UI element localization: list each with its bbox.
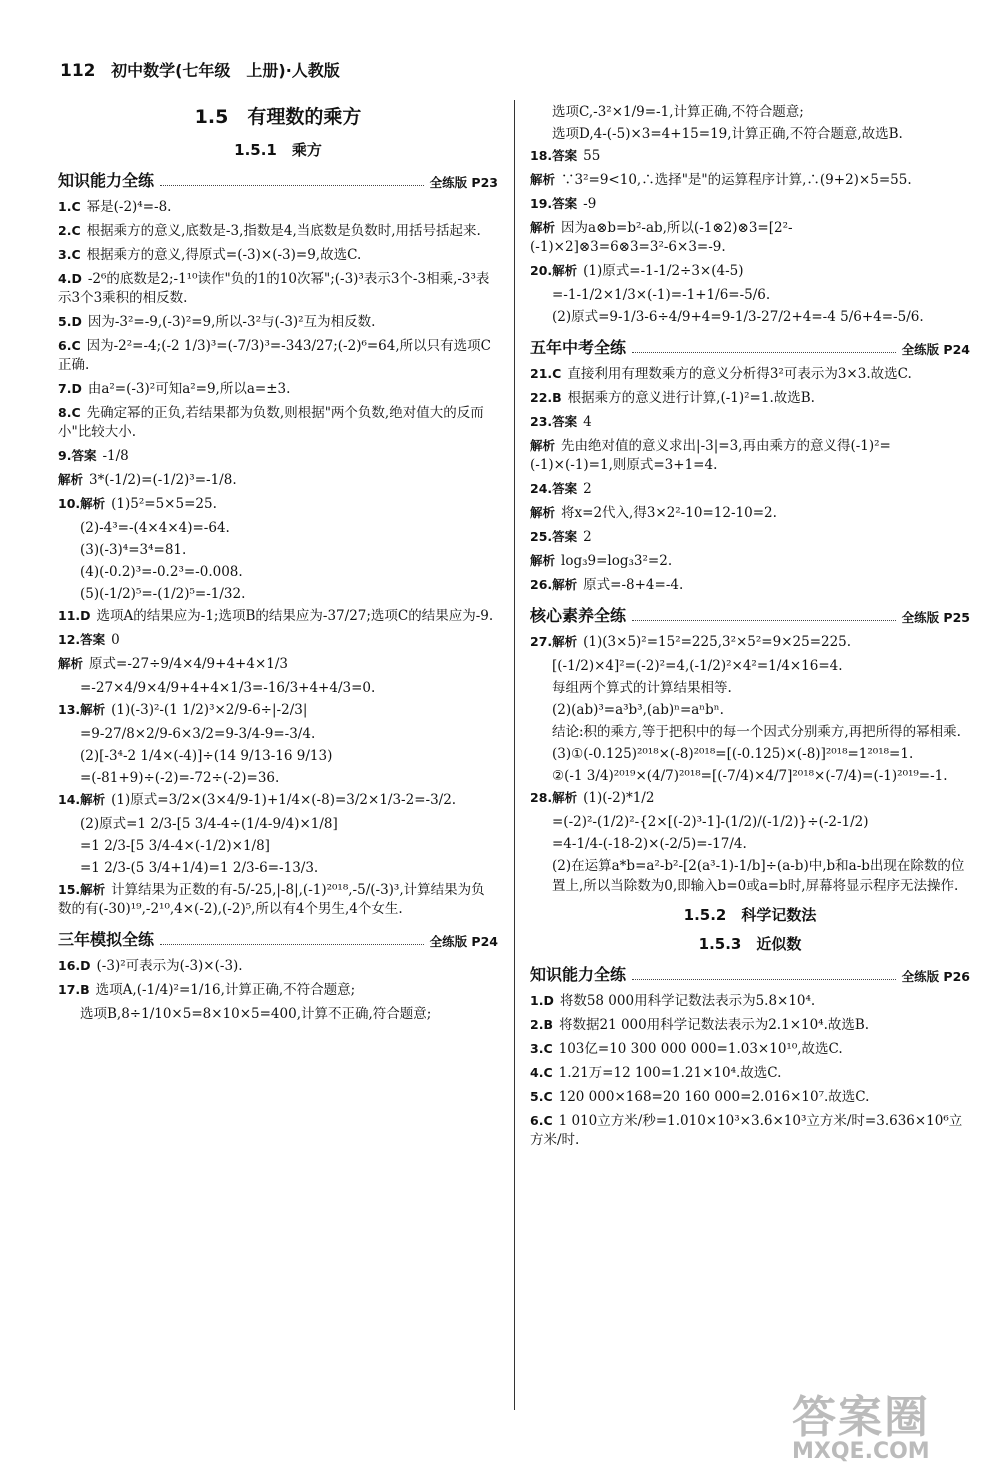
answer-list (530, 102, 970, 327)
bar-ref: 全练版 P23 (429, 175, 498, 190)
page-number: 112 (60, 61, 96, 81)
answer-item (80, 562, 498, 582)
exercise-bar (530, 603, 970, 626)
answer-item (530, 170, 970, 190)
left-column (58, 100, 498, 1026)
answer-item (530, 788, 970, 808)
answer-text: 120 000×168=20 160 000=2.016×10⁷.故选C. (558, 1089, 870, 1105)
answer-text: 选项A,(-1/4)²=1/16,计算正确,不符合题意; (95, 982, 356, 998)
answer-item (58, 654, 498, 674)
answer-item (530, 575, 970, 595)
answer-key: 20.解析 (530, 263, 578, 278)
answer-key: 17.B (58, 982, 90, 997)
exercise-bar (58, 927, 498, 950)
answer-key: 26.解析 (530, 577, 578, 592)
answer-key: 21.C (530, 366, 562, 381)
answer-item (530, 527, 970, 547)
answer-item (552, 678, 970, 698)
answer-item (80, 678, 498, 698)
answer-text: =4-1/4-(-18-2)×(-2/5)=-17/4. (552, 836, 747, 852)
answer-list (530, 364, 970, 595)
answer-item (552, 124, 970, 144)
answer-text: (2)原式=1 2/3-[5 3/4-4÷(1/4-9/4)×1/8] (80, 816, 338, 832)
answer-key: 5.C (530, 1089, 553, 1104)
answer-item (530, 436, 970, 475)
answer-key: 10.解析 (58, 496, 106, 511)
answer-text: 幂是(-2)⁴=-8. (86, 199, 172, 215)
answer-key: 1.C (58, 199, 81, 214)
answer-key: 2.B (530, 1017, 553, 1032)
answer-text: 选项A的结果应为-1;选项B的结果应为-37/27;选项C的结果应为-9. (96, 608, 494, 624)
answer-key: 11.D (58, 608, 91, 623)
watermark-logo-text: 答案圈 (792, 1392, 930, 1443)
answer-key: 14.解析 (58, 792, 106, 807)
answer-key: 12.答案 (58, 632, 106, 647)
answer-text: =-27×4/9×4/9+4+4×1/3=-16/3+4+4/3=0. (80, 680, 376, 696)
watermark-logo (792, 1381, 982, 1464)
answer-text: 103亿=10 300 000 000=1.03×10¹⁰,故选C. (558, 1041, 843, 1057)
answer-key: 2.C (58, 223, 81, 238)
answer-text: log₃9=log₃3²=2. (561, 553, 673, 569)
answer-key: 22.B (530, 390, 562, 405)
answer-text: 计算结果为正数的有-5/-25,|-8|,(-1)²⁰¹⁸,-5/(-3)³,计算结果为负数的有(-30)¹⁹,-2¹⁰,4×(-2),(-2)⁵,所以有4个男生,4个女生. (58, 882, 485, 917)
answer-text: =(-81+9)÷(-2)=-72÷(-2)=36. (80, 770, 280, 786)
answer-text: (1)原式=3/2×(3×4/9-1)+1/4×(-8)=3/2×1/3-2=-3/2. (111, 792, 457, 808)
answer-key: 9.答案 (58, 448, 97, 463)
answer-item (530, 218, 970, 257)
answer-item (80, 518, 498, 538)
answer-item (58, 980, 498, 1000)
answer-item (58, 606, 498, 626)
answer-text: (5)(-1/2)⁵=-(1/2)⁵=-1/32. (80, 586, 246, 602)
answer-text: 根据乘方的意义,得原式=(-3)×(-3)=9,故选C. (86, 247, 362, 263)
dotted-leader (632, 352, 896, 353)
answer-key: 解析 (58, 472, 84, 487)
dotted-leader (632, 979, 896, 980)
answer-key: 解析 (530, 553, 556, 568)
answer-key: 4.C (530, 1065, 553, 1080)
answer-key: 15.解析 (58, 882, 106, 897)
answer-item (530, 1111, 970, 1150)
answer-item (58, 956, 498, 976)
answer-text: =1 2/3-[5 3/4-4×(-1/2)×1/8] (80, 838, 270, 854)
answer-text: ②(-1 3/4)²⁰¹⁹×(4/7)²⁰¹⁸=[(-7/4)×4/7]²⁰¹⁸×(-7/4)=(-1)²⁰¹⁹=-1. (552, 768, 948, 784)
right-column (530, 102, 970, 1154)
exercise-bar (530, 335, 970, 358)
answer-text: (2)-4³=-(4×4×4)=-64. (80, 520, 230, 536)
answer-item (552, 700, 970, 720)
answer-item (530, 632, 970, 652)
answer-text: =9-27/8×2/9-6×3/2=9-3/4-9=-3/4. (80, 726, 316, 742)
answer-text: 选项D,4-(-5)×3=4+15=19,计算正确,不符合题意,故选B. (552, 126, 903, 142)
answer-text: (1)(3×5)²=15²=225,3²×5²=9×25=225. (583, 634, 852, 650)
answer-item (530, 1039, 970, 1059)
answer-item (552, 102, 970, 122)
answer-text: (1)(-3)²-(1 1/2)³×2/9-6÷|-2/3| (111, 702, 308, 718)
answer-item (530, 479, 970, 499)
answer-item (80, 540, 498, 560)
answer-text: (-3)²可表示为(-3)×(-3). (96, 958, 243, 974)
answer-text: 将数据21 000用科学记数法表示为2.1×10⁴.故选B. (558, 1017, 870, 1033)
section2-subtitle: 1.5.3 近似数 (698, 935, 802, 953)
answer-text: 原式=-8+4=-4. (583, 577, 684, 593)
answer-item (530, 991, 970, 1011)
answer-key: 7.D (58, 381, 82, 396)
bar-ref: 全练版 P24 (901, 342, 970, 357)
answer-key: 18.答案 (530, 148, 578, 163)
answer-text: 直接利用有理数乘方的意义分析得3²可表示为3×3.故选C. (567, 366, 912, 382)
answer-text: 根据乘方的意义进行计算,(-1)²=1.故选B. (567, 390, 815, 406)
answer-text: 先由绝对值的意义求出|-3|=3,再由乘方的意义得(-1)²=(-1)×(-1)=1,则原式=3+1=4. (530, 438, 891, 473)
answer-item (530, 1015, 970, 1035)
bar-title: 核心素养全练 (530, 606, 627, 625)
answer-item (80, 724, 498, 744)
answer-text: (1)原式=-1-1/2÷3×(4-5) (583, 263, 744, 279)
dotted-leader (632, 620, 896, 621)
bar-title: 知识能力全练 (530, 965, 627, 984)
answer-item (530, 551, 970, 571)
answer-item (58, 880, 498, 919)
answer-item (58, 245, 498, 265)
answer-item (530, 364, 970, 384)
answer-text: (1)5²=5×5=25. (111, 496, 217, 512)
dotted-leader (160, 185, 424, 186)
dotted-leader (160, 944, 424, 945)
bar-ref: 全练版 P26 (901, 969, 970, 984)
bar-title: 知识能力全练 (58, 171, 155, 190)
answer-key: 24.答案 (530, 481, 578, 496)
answer-item (80, 768, 498, 788)
answer-item (58, 221, 498, 241)
bar-title: 三年模拟全练 (58, 930, 155, 949)
answer-item (530, 261, 970, 281)
answer-key: 解析 (58, 656, 84, 671)
answer-text: 4 (583, 414, 592, 430)
answer-key: 6.C (58, 338, 81, 353)
answer-item (552, 856, 970, 896)
answer-text: 原式=-27÷9/4×4/9+4+4×1/3 (89, 656, 288, 672)
book-title: 初中数学(七年级 上册)·人教版 (111, 61, 340, 80)
column-divider (514, 100, 515, 1410)
answer-item (530, 1063, 970, 1083)
answer-text: -1/8 (102, 448, 129, 464)
bar-ref: 全练版 P24 (429, 934, 498, 949)
answer-item (58, 700, 498, 720)
answer-text: 3*(-1/2)=(-1/2)³=-1/8. (89, 472, 237, 488)
answer-key: 3.C (530, 1041, 553, 1056)
answer-list (58, 956, 498, 1024)
bar-ref: 全练版 P25 (901, 610, 970, 625)
section-subtitle: 1.5.1 乘方 (234, 141, 322, 159)
answer-item (530, 194, 970, 214)
answer-key: 8.C (58, 405, 81, 420)
answer-item (58, 494, 498, 514)
answer-item (552, 285, 970, 305)
answer-key: 解析 (530, 220, 556, 235)
answer-key: 27.解析 (530, 634, 578, 649)
answer-text: -9 (583, 196, 597, 212)
answer-key: 解析 (530, 505, 556, 520)
answer-text: 由a²=(-3)²可知a²=9,所以a=±3. (87, 381, 291, 397)
answer-key: 4.D (58, 271, 82, 286)
answer-item (80, 746, 498, 766)
answer-item (530, 1087, 970, 1107)
answer-text: (2)在运算a*b=a²-b²-[2(a³-1)-1/b]÷(a-b)中,b和a-b出现在除数的位置上,所以当除数为0,即输入b=0或a=b时,屏幕将显示程序无法操作. (552, 858, 965, 894)
answer-key: 3.C (58, 247, 81, 262)
answer-item (58, 470, 498, 490)
answer-item (58, 269, 498, 308)
answer-key: 25.答案 (530, 529, 578, 544)
bar-title: 五年中考全练 (530, 338, 627, 357)
answer-text: (4)(-0.2)³=-0.2³=-0.008. (80, 564, 243, 580)
answer-key: 16.D (58, 958, 91, 973)
answer-item (58, 197, 498, 217)
answer-text: -2⁶的底数是2;-1¹⁰读作"负的1的10次幂";(-3)³表示3个-3相乘,-3³表示3个3乘积的相反数. (58, 271, 490, 306)
answer-text: 1 010立方米/秒=1.010×10³×3.6×10³立方米/时=3.636×10⁶立方米/时. (530, 1113, 963, 1148)
answer-text: 55 (583, 148, 601, 164)
answer-text: (3)(-3)⁴=3⁴=81. (80, 542, 187, 558)
answer-text: (2)(ab)³=a³b³,(ab)ⁿ=aⁿbⁿ. (552, 702, 724, 718)
answer-text: (2)[-3⁴-2 1/4×(-4)]÷(14 9/13-16 9/13) (80, 748, 333, 764)
answer-item (58, 312, 498, 332)
answer-text: 每组两个算式的计算结果相等. (552, 680, 732, 696)
answer-list (58, 197, 498, 919)
answer-text: ∵3²=9<10,∴选择"是"的运算程序计算,∴(9+2)×5=55. (561, 172, 912, 188)
exercise-bar (530, 962, 970, 985)
answer-key: 1.D (530, 993, 554, 1008)
answer-text: 2 (583, 529, 592, 545)
answer-item (80, 814, 498, 834)
answer-item (58, 403, 498, 442)
answer-text: (1)(-2)*1/2 (583, 790, 655, 806)
answer-text: 2 (583, 481, 592, 497)
answer-text: =1 2/3-(5 3/4+1/4)=1 2/3-6=-13/3. (80, 860, 319, 876)
answer-text: 因为a⊗b=b²-ab,所以(-1⊗2)⊗3=[2²-(-1)×2]⊗3=6⊗3=3²-6×3=-9. (530, 220, 793, 255)
answer-item (552, 812, 970, 832)
answer-key: 5.D (58, 314, 82, 329)
page-header (60, 58, 340, 81)
answer-text: 因为-3²=-9,(-3)²=9,所以-3²与(-3)²互为相反数. (87, 314, 376, 330)
answer-item (552, 744, 970, 764)
answer-item (530, 412, 970, 432)
answer-item (80, 836, 498, 856)
answer-item (552, 656, 970, 676)
answer-item (552, 834, 970, 854)
answer-text: 因为-2²=-4;(-2 1/3)³=(-7/3)³=-343/27;(-2)⁶=64,所以只有选项C正确. (58, 338, 491, 373)
answer-key: 13.解析 (58, 702, 106, 717)
watermark-site: MXQE.COM (792, 1439, 930, 1464)
answer-item (552, 307, 970, 327)
answer-key: 解析 (530, 172, 556, 187)
section2-title: 1.5.2 科学记数法 (683, 906, 817, 924)
answer-key: 23.答案 (530, 414, 578, 429)
answer-item (530, 388, 970, 408)
answer-key: 6.C (530, 1113, 553, 1128)
answer-text: (2)原式=9-1/3-6÷4/9+4=9-1/3-27/2+4=-4 5/6+4=-5/6. (552, 309, 924, 325)
answer-item (552, 766, 970, 786)
answer-item (80, 584, 498, 604)
answer-text: (3)①(-0.125)²⁰¹⁸×(-8)²⁰¹⁸=[(-0.125)×(-8)]²⁰¹⁸=1²⁰¹⁸=1. (552, 746, 914, 762)
answer-key: 解析 (530, 438, 556, 453)
answer-text: 结论:积的乘方,等于把积中的每一个因式分别乘方,再把所得的幂相乘. (552, 724, 961, 740)
answer-text: 将x=2代入,得3×2²-10=12-10=2. (561, 505, 777, 521)
answer-text: 选项C,-3²×1/9=-1,计算正确,不符合题意; (552, 104, 804, 120)
answer-item (552, 722, 970, 742)
answer-key: 28.解析 (530, 790, 578, 805)
answer-text: 根据乘方的意义,底数是-3,指数是4,当底数是负数时,用括号括起来. (86, 223, 481, 239)
exercise-bar (58, 168, 498, 191)
answer-text: 先确定幂的正负,若结果都为负数,则根据"两个负数,绝对值大的反而小"比较大小. (58, 405, 484, 440)
answer-item (58, 336, 498, 375)
answer-text: [(-1/2)×4]²=(-2)²=4,(-1/2)²×4²=1/4×16=4. (552, 658, 843, 674)
answer-text: 选项B,8÷1/10×5=8×10×5=400,计算不正确,符合题意; (80, 1006, 432, 1022)
section-title: 1.5 有理数的乘方 (194, 106, 362, 128)
answer-item (530, 146, 970, 166)
answer-text: 将数58 000用科学记数法表示为5.8×10⁴. (559, 993, 816, 1009)
answer-text: 1.21万=12 100=1.21×10⁴.故选C. (558, 1065, 782, 1081)
answer-key: 19.答案 (530, 196, 578, 211)
answer-item (58, 446, 498, 466)
answer-text: 0 (111, 632, 120, 648)
answer-item (80, 858, 498, 878)
answer-text: =(-2)²-(1/2)²-{2×[(-2)³-1]-(1/2)/(-1/2)}÷(-2-1/2) (552, 814, 869, 830)
answer-item (530, 503, 970, 523)
answer-item (58, 790, 498, 810)
answer-list (530, 991, 970, 1150)
answer-list (530, 632, 970, 896)
answer-item (58, 379, 498, 399)
answer-item (80, 1004, 498, 1024)
answer-item (58, 630, 498, 650)
answer-text: =-1-1/2×1/3×(-1)=-1+1/6=-5/6. (552, 287, 771, 303)
